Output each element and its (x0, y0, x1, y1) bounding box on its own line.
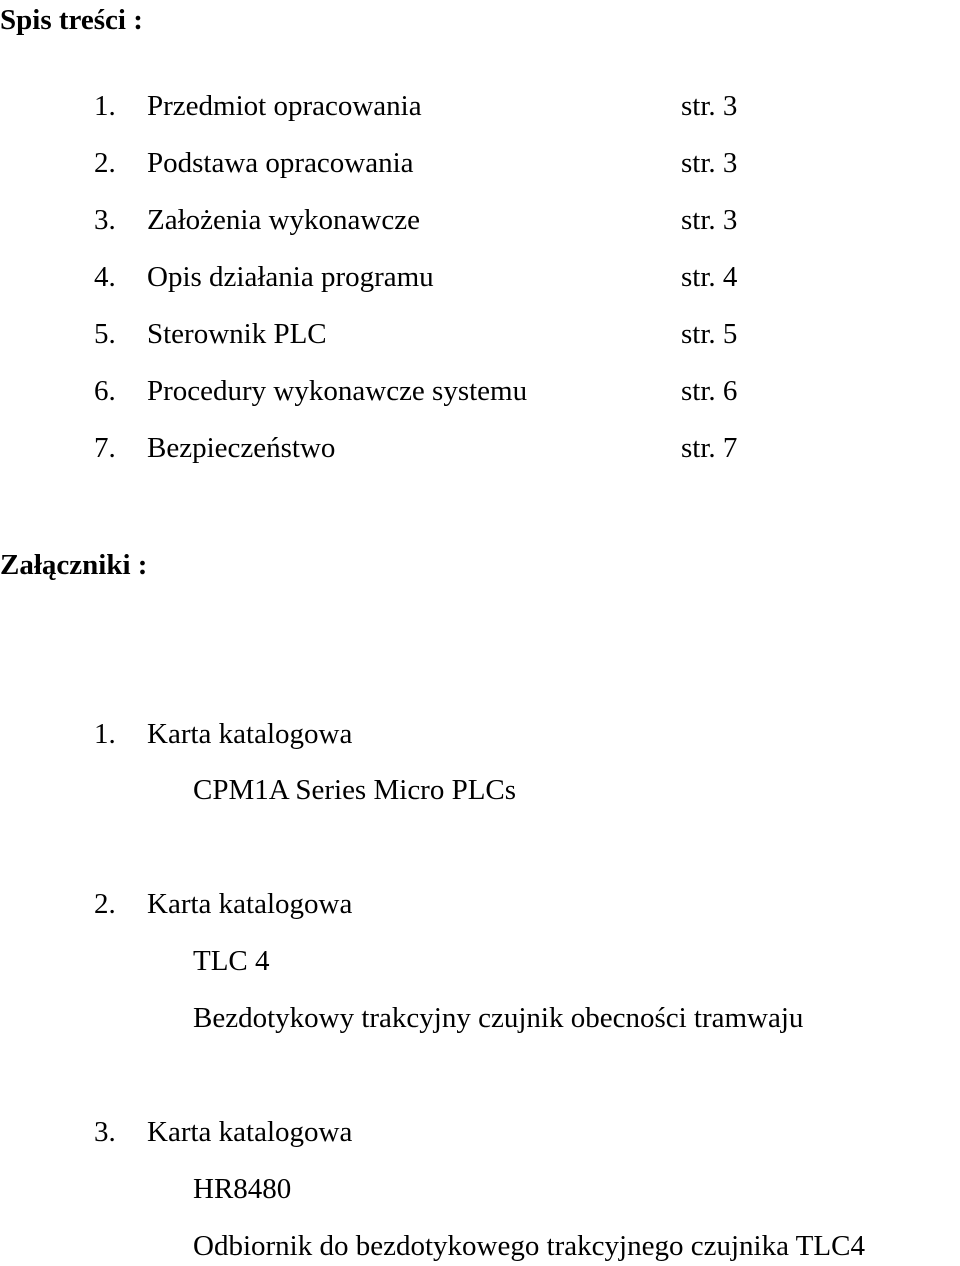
attachments-heading: Załączniki : (0, 549, 148, 581)
attachment-item-detail (0, 770, 960, 810)
toc-item-page: str. 4 (681, 261, 738, 293)
toc-item-number: 4. (94, 261, 116, 293)
toc-item (0, 371, 960, 411)
toc-item-number: 7. (94, 432, 116, 464)
toc-item (0, 314, 960, 354)
attachment-item (0, 1112, 960, 1152)
attachment-item-detail (0, 941, 960, 981)
attachment-item (0, 884, 960, 924)
attachment-item-detail-text: CPM1A Series Micro PLCs (193, 774, 517, 806)
attachment-item-detail-text: TLC 4 (193, 945, 270, 977)
toc-item (0, 428, 960, 468)
toc-heading: Spis treści : (0, 4, 143, 36)
toc-item-number: 5. (94, 318, 116, 350)
toc-item-number: 2. (94, 147, 116, 179)
attachment-item-detail (0, 1169, 960, 1209)
toc-item-page: str. 6 (681, 375, 738, 407)
toc-item (0, 86, 960, 126)
toc-item-title: Sterownik PLC (147, 318, 327, 350)
toc-item (0, 257, 960, 297)
toc-item-title: Procedury wykonawcze systemu (147, 375, 528, 407)
toc-item-page: str. 3 (681, 147, 738, 179)
attachment-item-number: 3. (94, 1116, 116, 1148)
toc-item (0, 200, 960, 240)
toc-item-page: str. 3 (681, 90, 738, 122)
attachment-item-title: Karta katalogowa (147, 888, 353, 920)
attachment-item-detail (0, 998, 960, 1038)
toc-item (0, 143, 960, 183)
attachment-item-title: Karta katalogowa (147, 1116, 353, 1148)
toc-item-title: Przedmiot opracowania (147, 90, 422, 122)
attachment-item-detail-text: HR8480 (193, 1173, 292, 1205)
attachment-item-detail (0, 1226, 960, 1266)
toc-item-title: Podstawa opracowania (147, 147, 414, 179)
toc-item-title: Bezpieczeństwo (147, 432, 336, 464)
toc-item-page: str. 3 (681, 204, 738, 236)
toc-item-title: Założenia wykonawcze (147, 204, 420, 236)
toc-item-number: 1. (94, 90, 116, 122)
attachment-item-number: 1. (94, 718, 116, 750)
toc-item-title: Opis działania programu (147, 261, 434, 293)
toc-item-page: str. 5 (681, 318, 738, 350)
toc-item-number: 6. (94, 375, 116, 407)
toc-item-page: str. 7 (681, 432, 738, 464)
attachment-item-detail-text: Bezdotykowy trakcyjny czujnik obecności tramwaju (193, 1002, 804, 1034)
attachment-item-title: Karta katalogowa (147, 718, 353, 750)
attachment-item-number: 2. (94, 888, 116, 920)
toc-item-number: 3. (94, 204, 116, 236)
attachment-item (0, 714, 960, 754)
attachment-item-detail-text: Odbiornik do bezdotykowego trakcyjnego czujnika TLC4 (193, 1230, 865, 1262)
